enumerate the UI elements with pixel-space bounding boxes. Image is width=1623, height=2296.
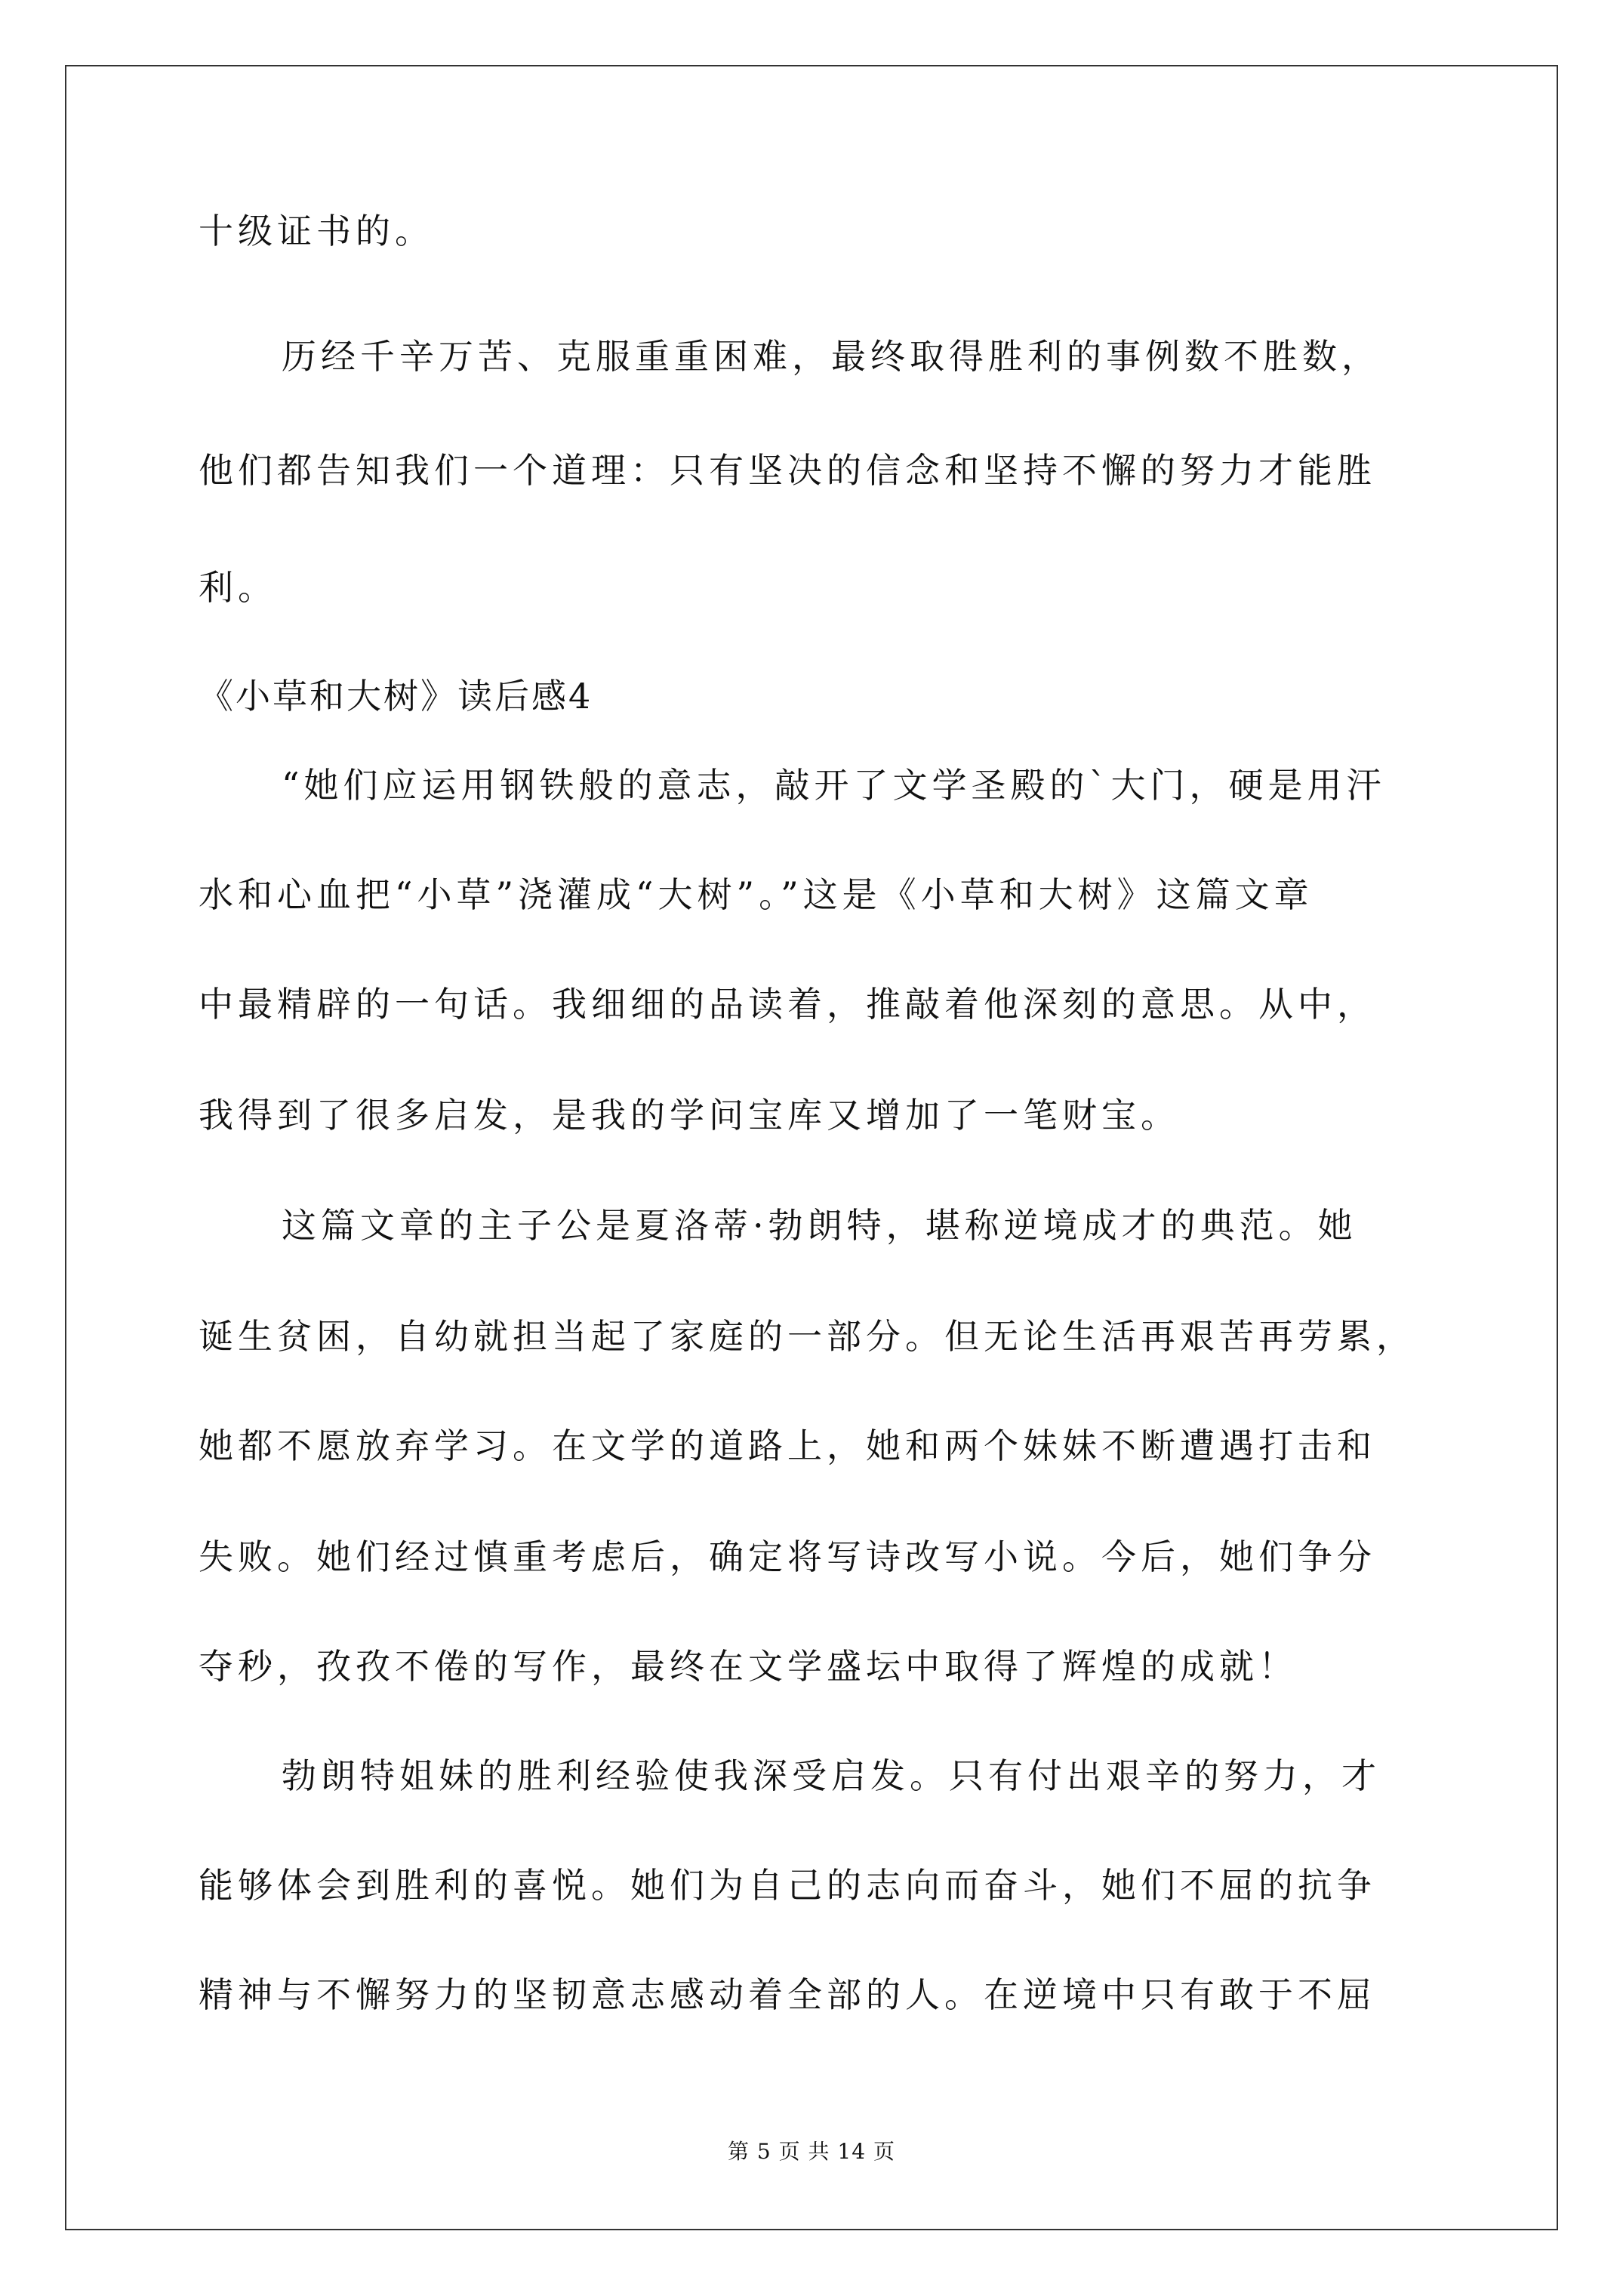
body-line: 利。 — [199, 567, 277, 608]
body-line: 失败。她们经过慎重考虑后，确定将写诗改写小说。今后，她们争分 — [199, 1536, 1376, 1577]
paragraph-first-line: 勃朗特姐妹的胜利经验使我深受启发。只有付出艰辛的努力，才 — [282, 1755, 1381, 1796]
paragraph-first-line: 历经千辛万苦、克服重重困难，最终取得胜利的事例数不胜数， — [282, 336, 1381, 377]
paragraph-first-line: “她们应运用钢铁般的意志，敲开了文学圣殿的`大门，硬是用汗 — [282, 765, 1386, 806]
body-line: 中最精辟的一句话。我细细的品读着，推敲着他深刻的意思。从中， — [199, 984, 1376, 1025]
body-line: 她都不愿放弃学习。在文学的道路上，她和两个妹妹不断遭遇打击和 — [199, 1425, 1376, 1466]
body-line: 精神与不懈努力的坚韧意志感动着全部的人。在逆境中只有敢于不屈 — [199, 1974, 1376, 2015]
paragraph-first-line: 这篇文章的主子公是夏洛蒂·勃朗特，堪称逆境成才的典范。她 — [282, 1205, 1357, 1246]
body-line: 十级证书的。 — [199, 211, 434, 251]
body-line: 他们都告知我们一个道理：只有坚决的信念和坚持不懈的努力才能胜 — [199, 450, 1376, 491]
body-line: 我得到了很多启发，是我的学问宝库又增加了一笔财宝。 — [199, 1095, 1180, 1136]
body-line: 水和心血把“小草”浇灌成“大树”。”这是《小草和大树》这篇文章 — [199, 874, 1313, 915]
body-line: 夺秒，孜孜不倦的写作，最终在文学盛坛中取得了辉煌的成就！ — [199, 1646, 1298, 1687]
page-number-footer: 第 5 页 共 14 页 — [728, 2139, 895, 2164]
body-line: 诞生贫困，自幼就担当起了家庭的一部分。但无论生活再艰苦再劳累， — [199, 1316, 1415, 1357]
body-line: 能够体会到胜利的喜悦。她们为自己的志向而奋斗，她们不屈的抗争 — [199, 1865, 1376, 1906]
section-heading: 《小草和大树》读后感4 — [199, 676, 593, 717]
